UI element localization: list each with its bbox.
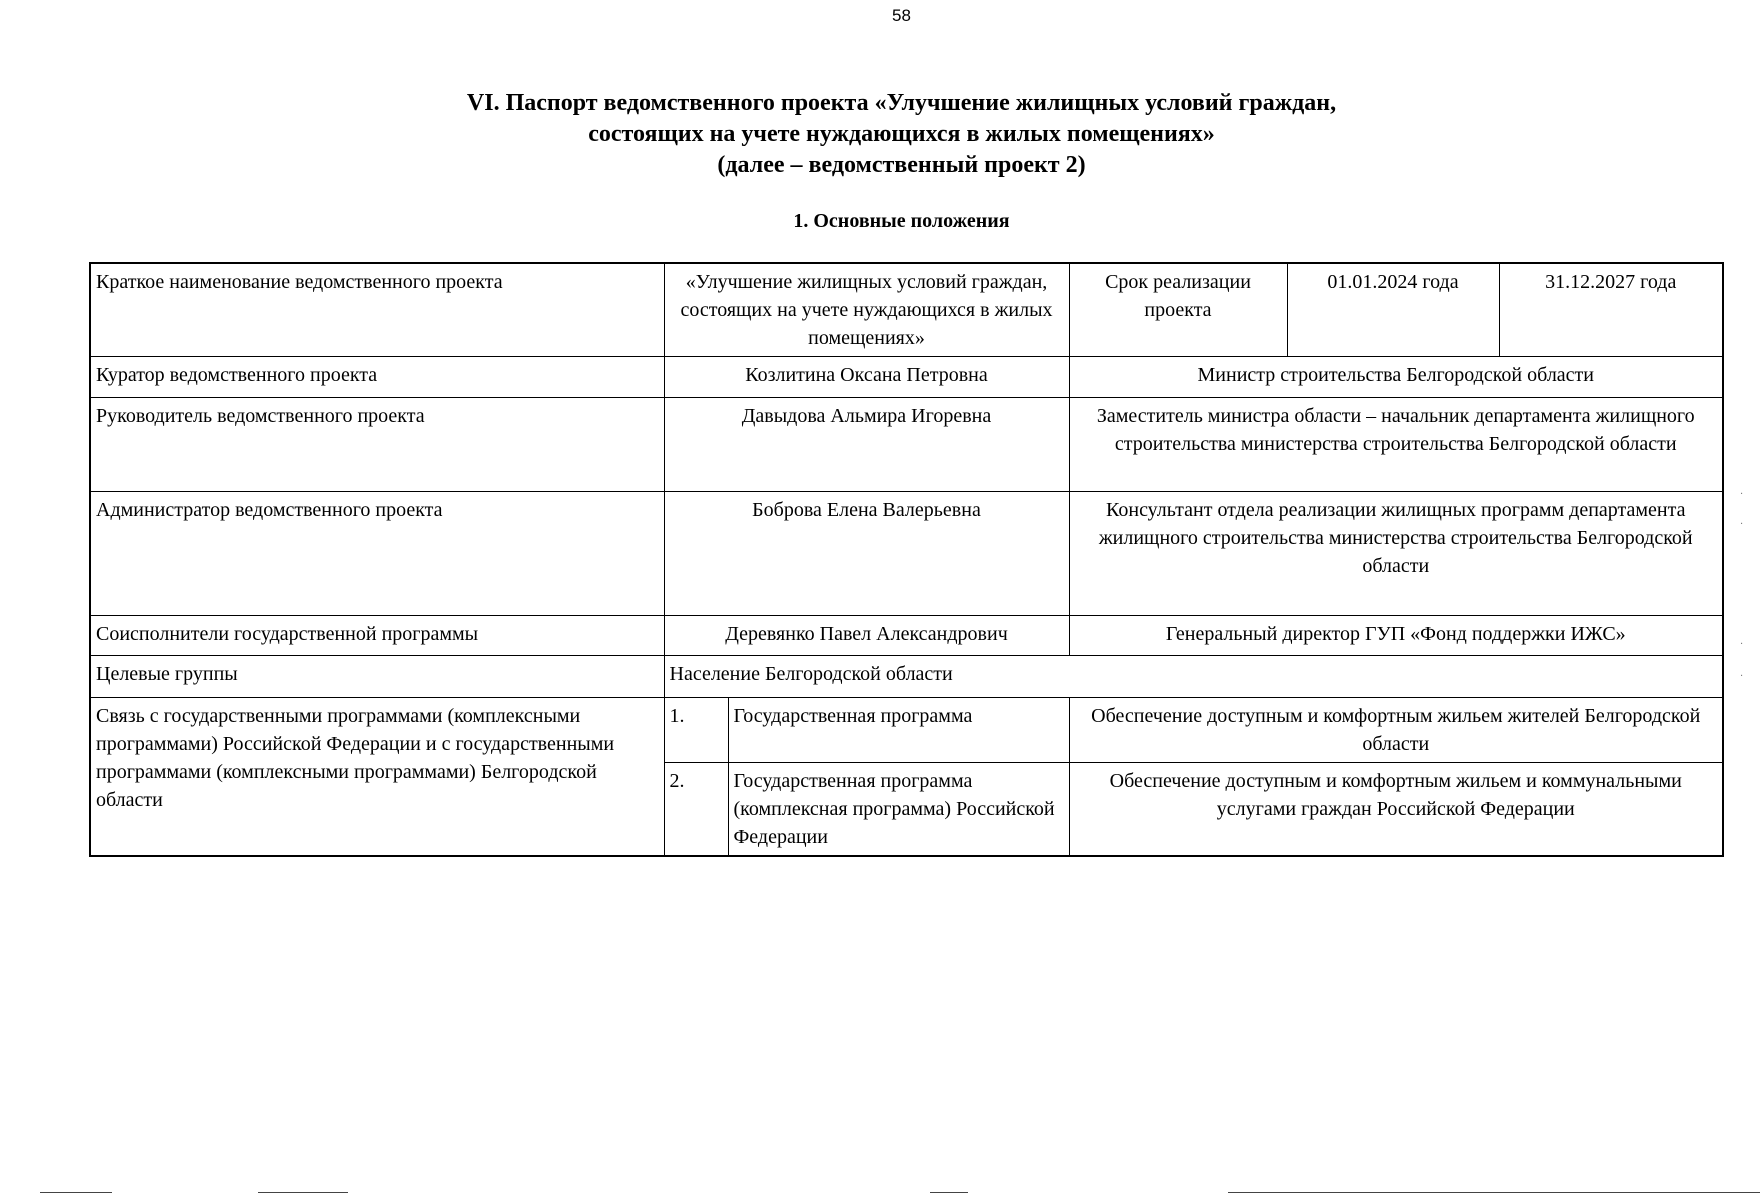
- program-item-name: Обеспечение доступным и комфортным жильем и коммунальными услугами граждан Российской Федерации: [1069, 763, 1723, 857]
- curator-position: Министр строительства Белгородской области: [1069, 357, 1723, 398]
- coexecutors-position: Генеральный директор ГУП «Фонд поддержки ИЖС»: [1069, 616, 1723, 656]
- scan-speck: ·: [1740, 639, 1744, 650]
- table-row-coexecutors: [90, 616, 1723, 656]
- section-title: 1. Основные положения: [793, 210, 1010, 232]
- short-name-value: «Улучшение жилищных условий граждан, состоящих на учете нуждающихся в жилых помещениях»: [664, 263, 1069, 357]
- table-row-program-link-1: [90, 698, 1723, 763]
- table-row-head: [90, 398, 1723, 492]
- program-links-label: Связь с государственными программами (комплексными программами) Российской Федерации и с государственными программами (комплексными программами) Белгородской области: [90, 698, 664, 857]
- program-item-name: Обеспечение доступным и комфортным жильем жителей Белгородской области: [1069, 698, 1723, 763]
- coexecutors-label: Соисполнители государственной программы: [90, 616, 664, 656]
- scan-edge-line: [930, 1192, 968, 1193]
- project-passport-table: [89, 262, 1724, 857]
- heading-line-3: (далее – ведомственный проект 2): [717, 152, 1086, 178]
- table-row-curator: [90, 357, 1723, 398]
- head-label: Руководитель ведомственного проекта: [90, 398, 664, 492]
- head-name: Давыдова Альмира Игоревна: [664, 398, 1069, 492]
- scan-speck: ·: [1740, 489, 1744, 500]
- table-row-target-groups: [90, 656, 1723, 698]
- short-name-label: Краткое наименование ведомственного проекта: [90, 263, 664, 357]
- document-heading: [0, 88, 1760, 181]
- target-groups-value: Население Белгородской области: [664, 656, 1723, 698]
- coexecutors-name: Деревянко Павел Александрович: [664, 616, 1069, 656]
- term-label: Срок реализации проекта: [1069, 263, 1287, 357]
- scan-speck: ·: [1740, 671, 1744, 682]
- scan-edge-line: [40, 1192, 112, 1193]
- program-item-type: Государственная программа: [728, 698, 1069, 763]
- table-row-short-name: [90, 263, 1723, 357]
- scan-edge-line: [258, 1192, 348, 1193]
- table-row-administrator: [90, 492, 1723, 616]
- head-position: Заместитель министра области – начальник департамента жилищного строительства министерства строительства Белгородской области: [1069, 398, 1723, 492]
- term-end-date: 31.12.2027 года: [1499, 263, 1723, 357]
- administrator-name: Боброва Елена Валерьевна: [664, 492, 1069, 616]
- heading-line-1: VI. Паспорт ведомственного проекта «Улучшение жилищных условий граждан,: [466, 90, 1337, 116]
- page-number: 58: [892, 6, 911, 25]
- scan-edge-line: [1228, 1192, 1760, 1193]
- curator-label: Куратор ведомственного проекта: [90, 357, 664, 398]
- administrator-position: Консультант отдела реализации жилищных программ департамента жилищного строительства министерства строительства Белгородской области: [1069, 492, 1723, 616]
- curator-name: Козлитина Оксана Петровна: [664, 357, 1069, 398]
- administrator-label: Администратор ведомственного проекта: [90, 492, 664, 616]
- program-item-number: 2.: [664, 763, 728, 857]
- term-start-date: 01.01.2024 года: [1287, 263, 1499, 357]
- scan-speck: ·: [1740, 519, 1744, 530]
- program-item-number: 1.: [664, 698, 728, 763]
- heading-line-2: состоящих на учете нуждающихся в жилых помещениях»: [588, 121, 1215, 147]
- target-groups-label: Целевые группы: [90, 656, 664, 698]
- program-item-type: Государственная программа (комплексная программа) Российской Федерации: [728, 763, 1069, 857]
